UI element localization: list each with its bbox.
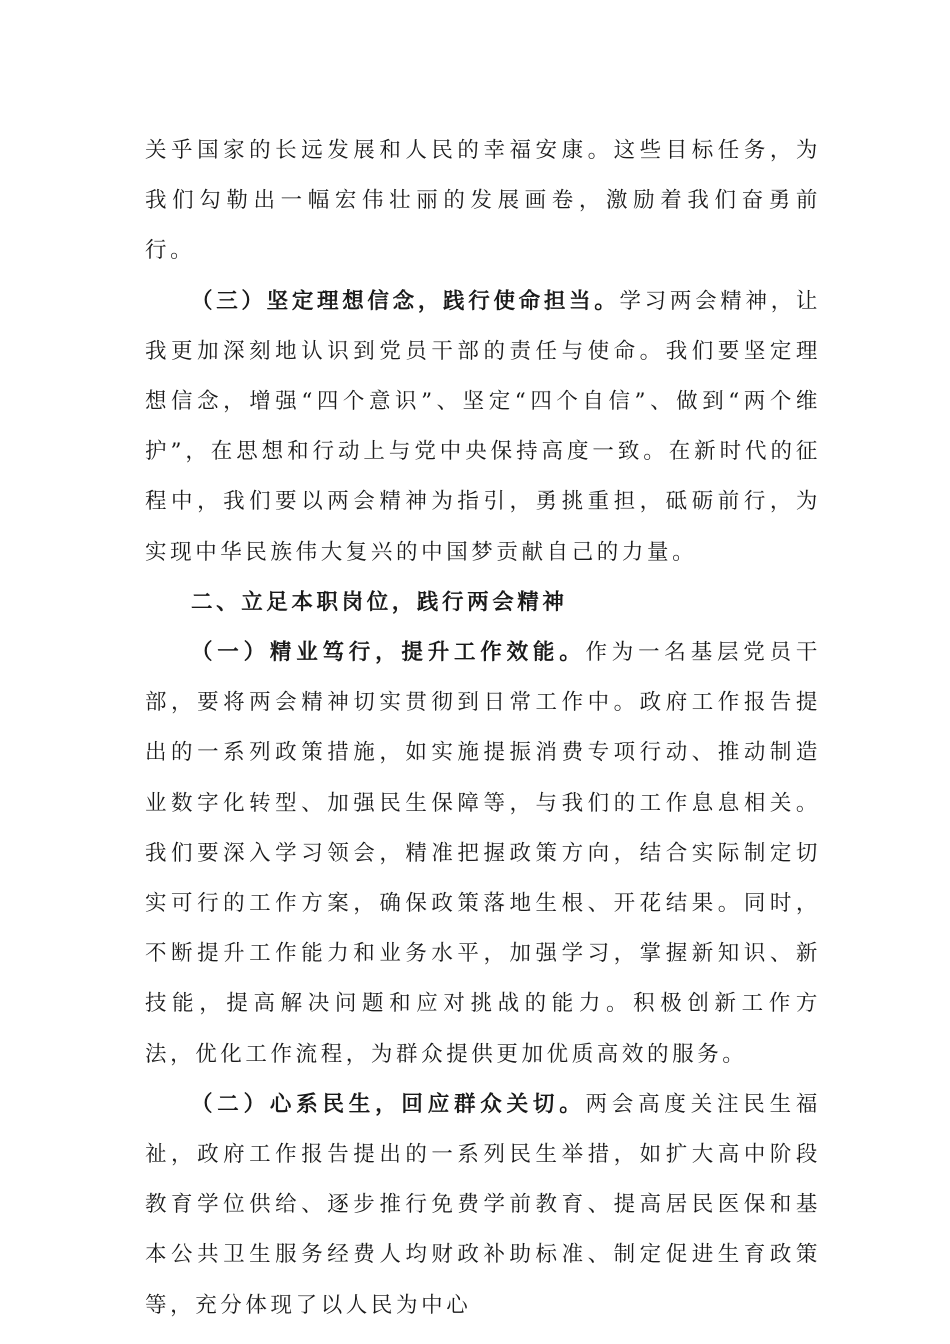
paragraph-lead: （三）坚定理想信念，践行使命担当。 [191,288,620,314]
paragraph-efficiency [145,628,821,1080]
paragraph-lead: （二）心系民生，回应群众关切。 [191,1091,586,1117]
paragraph-continuation [145,126,821,277]
paragraph-lead: （一）精业笃行，提升工作效能。 [191,640,586,666]
paragraph-text: 作为一名基层党员干部，要将两会精神切实贯彻到日常工作中。政府工作报告提出的一系列政策措施，如实施提振消费专项行动、推动制造业数字化转型、加强民生保障等，与我们的工作息息相关。我们要深入学习领会，精准把握政策方向，结合实际制定切实可行的工作方案，确保政策落地生根、开花结果。同时，不断提升工作能力和业务水平，加强学习，掌握新知识、新技能，提高解决问题和应对挑战的能力。积极创新工作方法，优化工作流程，为群众提供更加优质高效的服务。 [145,640,821,1067]
paragraph-text: 两会高度关注民生福祉，政府工作报告提出的一系列民生举措，如扩大高中阶段教育学位供给、逐步推行免费学前教育、提高居民医保和基本公共卫生服务经费人均财政补助标准、制定促进生育政策等，充分体现了以人民为中心 [145,1091,821,1318]
paragraph-ideals [145,277,821,578]
document-body [145,126,821,1331]
paragraph-text: 学习两会精神，让我更加深刻地认识到党员干部的责任与使命。我们要坚定理想信念，增强“四个意识”、坚定“四个自信”、做到“两个维护”，在思想和行动上与党中央保持高度一致。在新时代的征程中，我们要以两会精神为指引，勇挑重担，砥砺前行，为实现中华民族伟大复兴的中国梦贡献自己的力量。 [145,288,821,565]
paragraph-text: 关乎国家的长远发展和人民的幸福安康。这些目标任务，为我们勾勒出一幅宏伟壮丽的发展画卷，激励着我们奋勇前行。 [145,138,821,264]
section-heading: 二、立足本职岗位，践行两会精神 [191,589,568,615]
paragraph-livelihood [145,1080,821,1331]
